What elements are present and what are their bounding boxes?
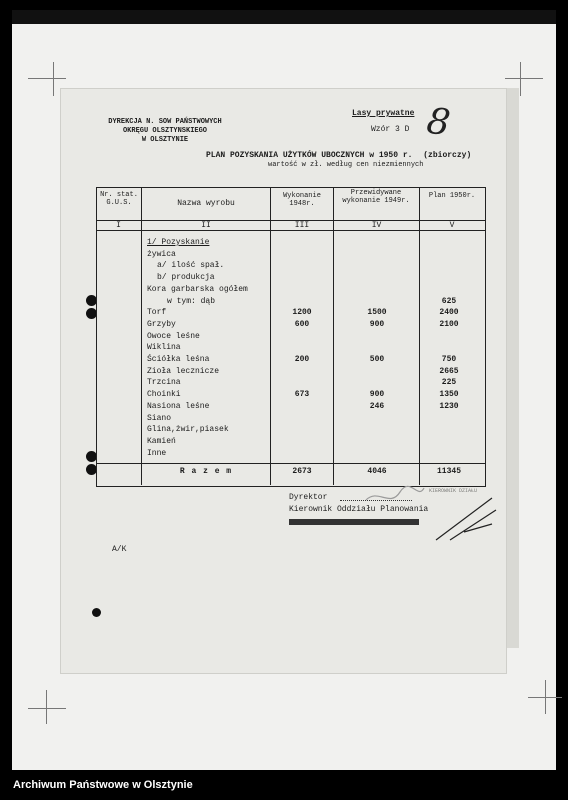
col-header-w48: Wykonanie 1948r. [283,192,321,208]
total-w49: 4046 [367,467,387,476]
crop-mark [545,680,546,714]
row-name: Owoce leśne [147,331,200,341]
handwritten-number: 8 [424,100,453,145]
row-p50: 2100 [439,319,459,329]
row-name: Wiklina [147,343,181,353]
issuer-block [90,118,240,145]
row-name: Inne [147,448,167,458]
row-name: Kora garbarska ogółem [147,284,248,294]
row-w49: 900 [369,390,385,400]
row-name: Nasiona leśne [147,401,210,411]
row-name: Glina,żwir,piasek [147,425,229,435]
col-roman-5: V [449,221,455,230]
row-name: Grzyby [147,319,176,329]
planning-label: Kierownik Oddziału Planowania [289,505,429,514]
col-roman-4: IV [371,221,382,230]
title-text: PLAN POZYSKANIA UŻYTKÓW UBOCZNYCH w 1950 r. [206,151,413,160]
table-rule [96,230,485,231]
document-subtitle: wartość w zł. według cen niezmiennych [268,161,424,169]
row-p50: 625 [441,296,457,306]
total-p50: 11345 [436,467,461,476]
punch-hole [92,608,101,617]
signature-stroke [436,498,496,540]
footer-bar [0,770,568,800]
row-w49: 246 [369,401,385,411]
crop-mark [28,708,66,709]
table-rule [141,187,142,485]
document-title [206,151,471,160]
row-p50: 2665 [439,366,459,376]
col-header-w49: Przewidywane wykonanie 1949r. [342,189,410,205]
col-header-nr: Nr. stat. G.U.S. [100,191,138,207]
row-name: b/ produkcja [157,273,215,283]
row-w48: 673 [294,390,310,400]
initials: A/K [112,545,127,554]
secret-mark: Lasy prywatne [352,109,415,118]
crop-mark [28,78,66,79]
crop-mark [53,62,54,96]
row-p50: 2400 [439,308,459,318]
row-p50: 1230 [439,401,459,411]
row-name: a/ ilość spał. [157,261,225,271]
row-name: 1/ Pozyskanie [147,238,210,247]
archive-name: Archiwum Państwowe w Olsztynie [13,779,193,791]
row-w48: 600 [294,319,310,329]
total-w48: 2673 [292,467,312,476]
col-roman-1: I [116,221,121,230]
title-suffix: (zbiorczy) [423,151,472,160]
col-header-p50: Plan 1950r. [428,192,476,200]
signature-stroke [366,486,424,500]
crop-mark [520,62,521,96]
signature-scribble [360,474,500,548]
row-name: Trzcina [147,378,181,388]
table-rule [333,187,334,485]
row-p50: 750 [441,355,457,364]
table-rule [96,463,485,464]
issuer-line: W OLSZTYNIE [141,136,189,144]
row-name: Zioła lecznicze [147,366,220,376]
table-rule [270,187,271,485]
crop-mark [46,690,47,724]
paper-shadow-strip [505,88,519,648]
row-name: Torf [147,308,167,318]
col-roman-2: II [201,221,211,230]
row-w48: 1200 [292,308,312,318]
col-roman-3: III [294,221,310,230]
form-number: Wzór 3 D [371,125,410,134]
director-label: Dyrektor [289,493,328,502]
row-name: Ściółka leśna [147,355,210,364]
crop-mark [505,78,543,79]
row-name: Kamień [147,436,176,446]
row-name: Choinki [147,390,181,400]
row-w49: 900 [369,319,385,329]
row-name: w tym: dąb [167,296,216,306]
row-name: Siano [147,413,172,423]
row-p50: 1350 [439,390,459,400]
row-w49: 1500 [367,308,387,318]
film-edge-top [12,10,556,24]
issuer-line: OKRĘGU OLSZTYNSKIEGO [122,127,207,135]
col-header-name: Nazwa wyrobu [177,199,235,208]
row-w48: 200 [294,355,310,364]
row-p50: 225 [441,378,457,388]
total-label: R a z e m [179,467,233,476]
row-w49: 500 [369,355,385,364]
table-rule [419,187,420,485]
stamp-text: KIEROWNIK DZIAŁU [429,488,478,494]
issuer-line: DYREKCJA N. SOW PAŃSTWOWYCH [108,118,222,126]
row-name: żywica [147,249,176,259]
